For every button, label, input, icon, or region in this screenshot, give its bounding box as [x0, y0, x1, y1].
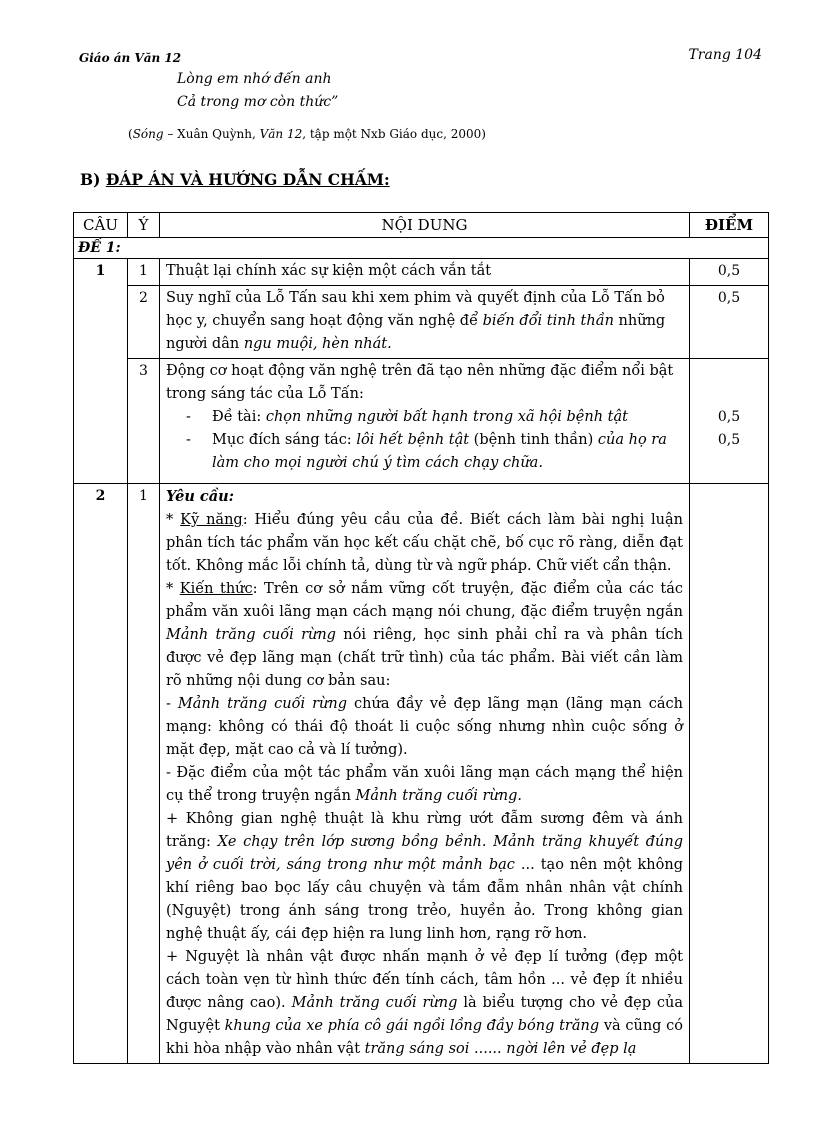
bullet-italic: của họ ra làm cho mọi người chú ý tìm cách chạy chữa.: [212, 432, 667, 471]
y-number: 2: [128, 286, 160, 359]
section-prefix: B): [80, 170, 106, 189]
bullet-dash: -: [186, 432, 191, 448]
poem-quote: [177, 68, 338, 114]
table-row: [74, 259, 769, 286]
table-row: [74, 359, 769, 484]
point-paragraph: + Không gian nghệ thuật là khu rừng ướt đẫm sương đêm và ánh trăng: Xe chạy trên lớp sương bồng bềnh. Mảnh trăng khuyết đúng yên ở cuối trời, sáng trong như một mảnh bạc ... tạo nên một không khí riêng bao bọc lấy câu chuyện và tắm đẫm nhân nhân vật chính (Nguyệt) trong ánh sáng trong trẻo, huyền ảo. Trong không gian nghệ thuật ấy, cái đẹp hiện ra lung linh hơn, rạng rỡ hơn.: [166, 811, 683, 942]
bullet-dash: -: [186, 409, 191, 425]
score-cell: [690, 484, 769, 1064]
yeu-cau-label: Yêu cầu:: [166, 488, 235, 505]
score: 0,5: [690, 259, 769, 286]
answer-table: [73, 212, 769, 1064]
y-number: 3: [128, 359, 160, 484]
source-work: Sóng: [132, 127, 164, 141]
point-paragraph: - Mảnh trăng cuối rừng chứa đầy vẻ đẹp lãng mạn (lãng mạn cách mạng: không có thái độ thoát li cuộc sống nhưng nhìn cuộc sống ở mặt đẹp, mặt cao cả và lí tưởng).: [166, 696, 683, 758]
header-y: Ý: [128, 213, 160, 238]
bullet-item: [166, 406, 683, 429]
cau-number: 1: [74, 259, 128, 484]
de-label: ĐỀ 1:: [74, 238, 769, 259]
content-cell: [160, 484, 690, 1064]
bullet-text: (bệnh tinh thần): [469, 432, 598, 448]
header-left: Giáo án Văn 12: [79, 51, 182, 65]
content-cell: [160, 286, 690, 359]
score-cell: [690, 359, 769, 484]
table-row: [74, 484, 769, 1064]
content-italic: biến đổi tinh thần: [482, 313, 614, 329]
page-number: Trang 104: [688, 47, 762, 63]
content-cell: Thuật lại chính xác sự kiện một cách vắn tắt: [160, 259, 690, 286]
source-sep: – Xuân Quỳnh,: [163, 127, 260, 141]
table-header-row: [74, 213, 769, 238]
bullet-italic: chọn những người bất hạnh trong xã hội bệnh tật: [265, 409, 628, 425]
header-cau: CÂU: [74, 213, 128, 238]
de-row: [74, 238, 769, 259]
kien-thuc-paragraph: * Kiến thức: Trên cơ sở nắm vững cốt truyện, đặc điểm của các tác phẩm văn xuôi lãng mạn cách mạng nói chung, đặc điểm truyện ngắn Mảnh trăng cuối rừng nói riêng, học sinh phải chỉ ra và phân tích được vẻ đẹp lãng mạn (chất trữ tình) của tác phẩm. Bài viết cần làm rõ những nội dung cơ bản sau:: [166, 581, 683, 689]
bullet-item: [166, 429, 683, 475]
content-text: Động cơ hoạt động văn nghệ trên đã tạo nên những đặc điểm nổi bật trong sáng tác của Lỗ Tấn:: [166, 363, 674, 402]
y-number: 1: [128, 259, 160, 286]
content-italic: ngu muội, hèn nhát.: [243, 336, 392, 352]
score: 0,5: [690, 286, 769, 359]
point-paragraph: - Đặc điểm của một tác phẩm văn xuôi lãng mạn cách mạng thể hiện cụ thể trong truyện ngắn Mảnh trăng cuối rừng.: [166, 765, 683, 804]
ky-nang-label: Kỹ năng: [180, 512, 243, 528]
score: 0,5: [717, 409, 741, 425]
bullet-label: Đề tài:: [212, 409, 266, 425]
source-book: Văn 12: [259, 127, 303, 141]
point-paragraph: + Nguyệt là nhân vật được nhấn mạnh ở vẻ đẹp lí tưởng (đẹp một cách toàn vẹn từ hình thức đến tính cách, tâm hồn ... vẻ đẹp ít nhiều được nâng cao). Mảnh trăng cuối rừng là biểu tượng cho vẻ đẹp của Nguyệt khung của xe phía cô gái ngồi lồng đầy bóng trăng và cũng có khi hòa nhập vào nhân vật trăng sáng soi ...... ngời lên vẻ đẹp lạ: [166, 949, 684, 1057]
poem-line: Lòng em nhớ đến anh: [177, 71, 332, 87]
poem-line: Cả trong mơ còn thức”: [177, 94, 339, 110]
score: 0,5: [717, 432, 741, 448]
poem-source: [128, 127, 486, 141]
bullet-label: Mục đích sáng tác:: [212, 432, 357, 448]
kien-thuc-label: Kiến thức: [179, 581, 253, 597]
content-text: Suy nghĩ của Lỗ Tấn sau khi xem phim và quyết định của Lỗ Tấn bỏ học y, chuyển sang hoạt động văn nghệ để: [166, 290, 665, 329]
cau-number: 2: [74, 484, 128, 1064]
ky-nang-paragraph: * Kỹ năng: Hiểu đúng yêu cầu của đề. Biết cách làm bài nghị luận phân tích tác phẩm văn học kết cấu chặt chẽ, bố cục rõ ràng, diễn đạt tốt. Không mắc lỗi chính tả, dùng từ và ngữ pháp. Chữ viết cẩn thận.: [166, 512, 683, 574]
content-cell: [160, 359, 690, 484]
section-title: ĐÁP ÁN VÀ HƯỚNG DẪN CHẤM:: [105, 170, 390, 189]
y-number: 1: [128, 484, 160, 1064]
source-open: (: [128, 127, 133, 141]
header-diem: ĐIỂM: [690, 213, 769, 238]
bullet-italic: lôi hết bệnh tật: [356, 432, 470, 448]
content-text: những người dân: [166, 313, 666, 352]
source-rest: , tập một Nxb Giáo dục, 2000): [302, 127, 486, 141]
header-noi-dung: NỘI DUNG: [160, 213, 690, 238]
section-heading: [80, 170, 390, 189]
table-row: [74, 286, 769, 359]
